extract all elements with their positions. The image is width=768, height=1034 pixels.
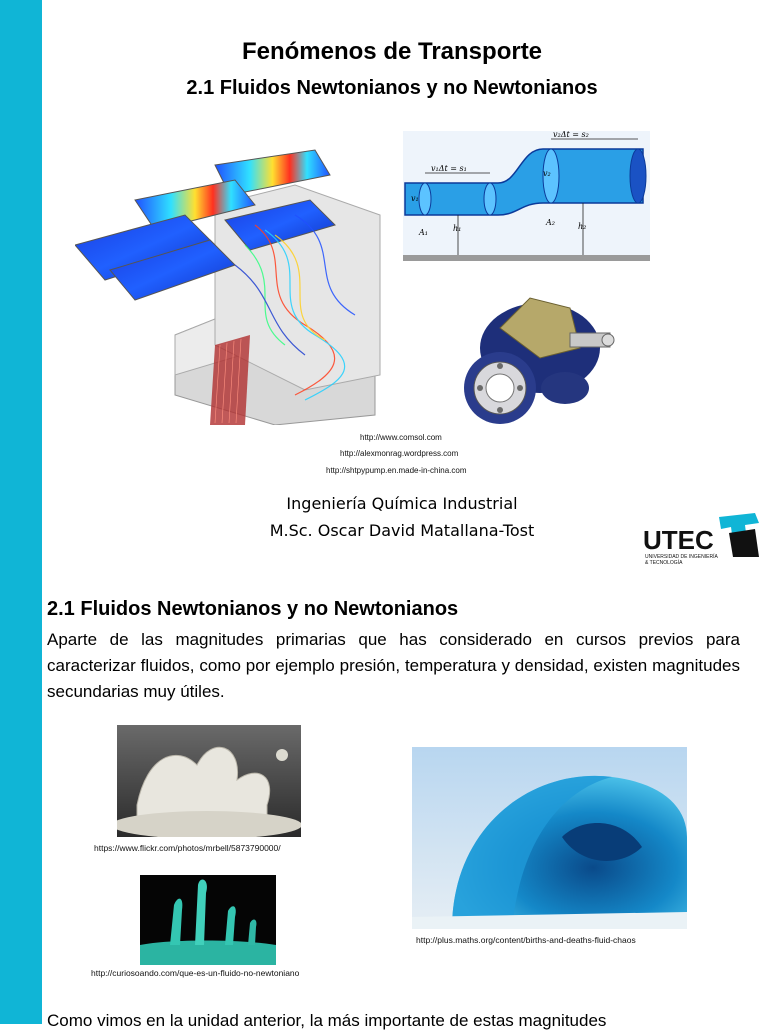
page-title: Fenómenos de Transporte — [241, 38, 543, 65]
author-department: Ingeniería Química Industrial — [286, 494, 518, 513]
utec-logo-mark-icon — [715, 513, 761, 557]
cfd-simulation-image — [75, 145, 385, 425]
left-accent-bar — [0, 0, 42, 1024]
diagram-label-left: v₁Δt = s₁ — [431, 164, 467, 173]
credit-alexmonrag: http://alexmonrag.wordpress.com — [340, 449, 459, 458]
wave-photo — [412, 747, 687, 929]
teal-splash-photo — [140, 875, 276, 965]
pump-image — [460, 288, 615, 428]
diagram-label-h2: h₂ — [578, 222, 587, 231]
diagram-label-a1: A₁ — [419, 228, 428, 237]
diagram-label-v2: v₂ — [543, 169, 551, 178]
credit-comsol: http://www.comsol.com — [360, 433, 442, 442]
page-subtitle: 2.1 Fluidos Newtonianos y no Newtonianos — [186, 77, 598, 99]
utec-logo-text: UTEC — [643, 525, 714, 555]
white-fluid-photo — [117, 725, 301, 837]
diagram-label-a2: A₂ — [546, 218, 555, 227]
diagram-label-top: v₂Δt = s₂ — [553, 131, 589, 139]
diagram-label-v1: v₁ — [411, 194, 419, 203]
utec-logo-tagline-2: & TECNOLOGÍA — [645, 560, 683, 566]
credit-shtpypump: http://shtpypump.en.made-in-china.com — [326, 466, 467, 475]
utec-logo-tagline-1: UNIVERSIDAD DE INGENIERÍA — [645, 554, 718, 560]
image-credit-flickr: https://www.flickr.com/photos/mrbell/5873790000/ — [94, 843, 281, 853]
author-name: M.Sc. Oscar David Matallana-Tost — [269, 521, 535, 540]
image-credit-plusmaths: http://plus.maths.org/content/births-and-deaths-fluid-chaos — [416, 935, 636, 945]
section-paragraph-2: Como vimos en la unidad anterior, la más importante de estas magnitudes — [47, 1011, 607, 1030]
diagram-label-h1: h₁ — [453, 224, 462, 233]
utec-logo — [643, 513, 761, 573]
pipe-flow-diagram — [403, 131, 650, 261]
section-paragraph: Aparte de las magnitudes primarias que has considerado en cursos previos para caracterizar fluidos, como por ejemplo presión, temperatura y densidad, existen magnitudes secundarias muy útiles. — [47, 630, 740, 701]
section-heading: 2.1 Fluidos Newtonianos y no Newtonianos — [47, 598, 459, 620]
image-credit-curiosoando: http://curiosoando.com/que-es-un-fluido-no-newtoniano — [91, 968, 300, 978]
